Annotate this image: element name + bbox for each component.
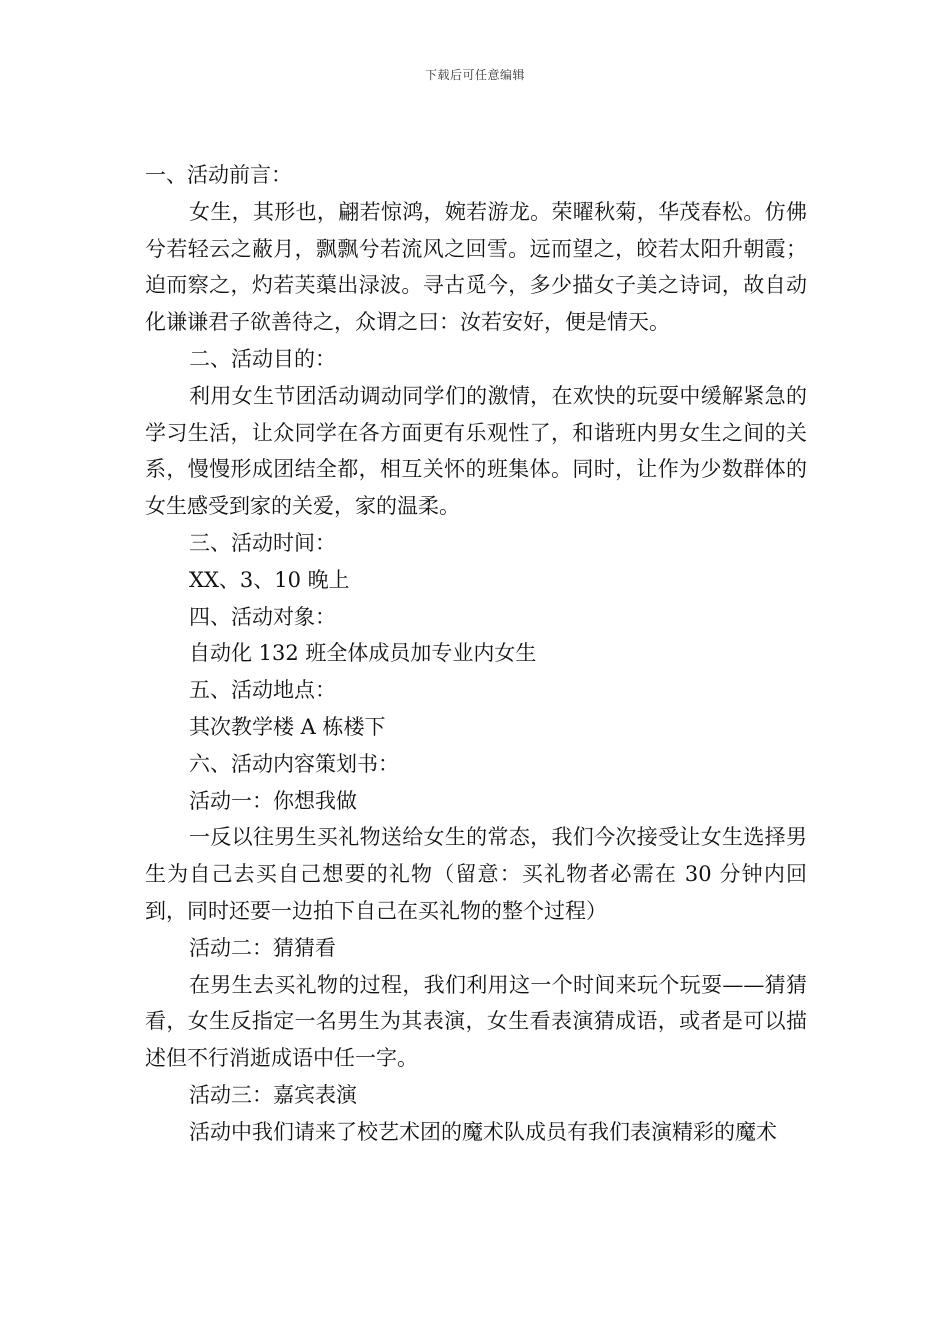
heading-activity-3: 活动三：嘉宾表演	[189, 1082, 357, 1107]
page-header: 下载后可任意编辑	[424, 68, 525, 82]
paragraph-participants: 自动化 132 班全体成员加专业内女生	[189, 641, 537, 666]
document-body	[145, 157, 807, 1151]
heading-activity-1: 活动一：你想我做	[189, 788, 357, 813]
heading-preface: 一、活动前言：	[145, 163, 292, 187]
paragraph-preface: 女生，其形也，翩若惊鸿，婉若游龙。荣曜秋菊，华茂春松。仿佛兮若轻云之蔽月，飘飘兮若流风之回雪。远而望之，皎若太阳升朝霞；迫而察之，灼若芙蕖出渌波。寻古觅今，多少描女子美之诗词，故自动化谦谦君子欲善待之，众谓之曰：汝若安好，便是情天。	[145, 199, 807, 335]
heading-activity-2: 活动二：猜猜看	[189, 935, 336, 960]
paragraph-activity-1: 一反以往男生买礼物送给女生的常态，我们今次接受让女生选择男生为自己去买自己想要的礼物（留意：买礼物者必需在 30 分钟内回到，同时还要一边拍下自己在买礼物的整个过程）	[145, 825, 807, 923]
paragraph-activity-2: 在男生去买礼物的过程，我们利用这一个时间来玩个玩耍——猜猜看，女生反指定一名男生为其表演，女生看表演猜成语，或者是可以描述但不行消逝成语中任一字。	[145, 972, 807, 1071]
heading-time: 三、活动时间：	[189, 530, 336, 555]
paragraph-activity-3: 活动中我们请来了校艺术团的魔术队成员有我们表演精彩的魔术	[189, 1119, 777, 1144]
heading-location: 五、活动地点：	[189, 678, 336, 703]
paragraph-time: XX、3、10 晚上	[189, 567, 350, 592]
heading-participants: 四、活动对象：	[189, 604, 336, 629]
heading-purpose: 二、活动目的：	[189, 346, 336, 371]
paragraph-location: 其次教学楼 A 栋楼下	[189, 714, 386, 739]
heading-content: 六、活动内容策划书：	[189, 751, 399, 776]
paragraph-purpose: 利用女生节团活动调动同学们的激情，在欢快的玩耍中缓解紧急的学习生活，让众同学在各方面更有乐观性了，和谐班内男女生之间的关系，慢慢形成团结全都，相互关怀的班集体。同时，让作为少数群体的女生感受到家的关爱，家的温柔。	[145, 383, 807, 519]
